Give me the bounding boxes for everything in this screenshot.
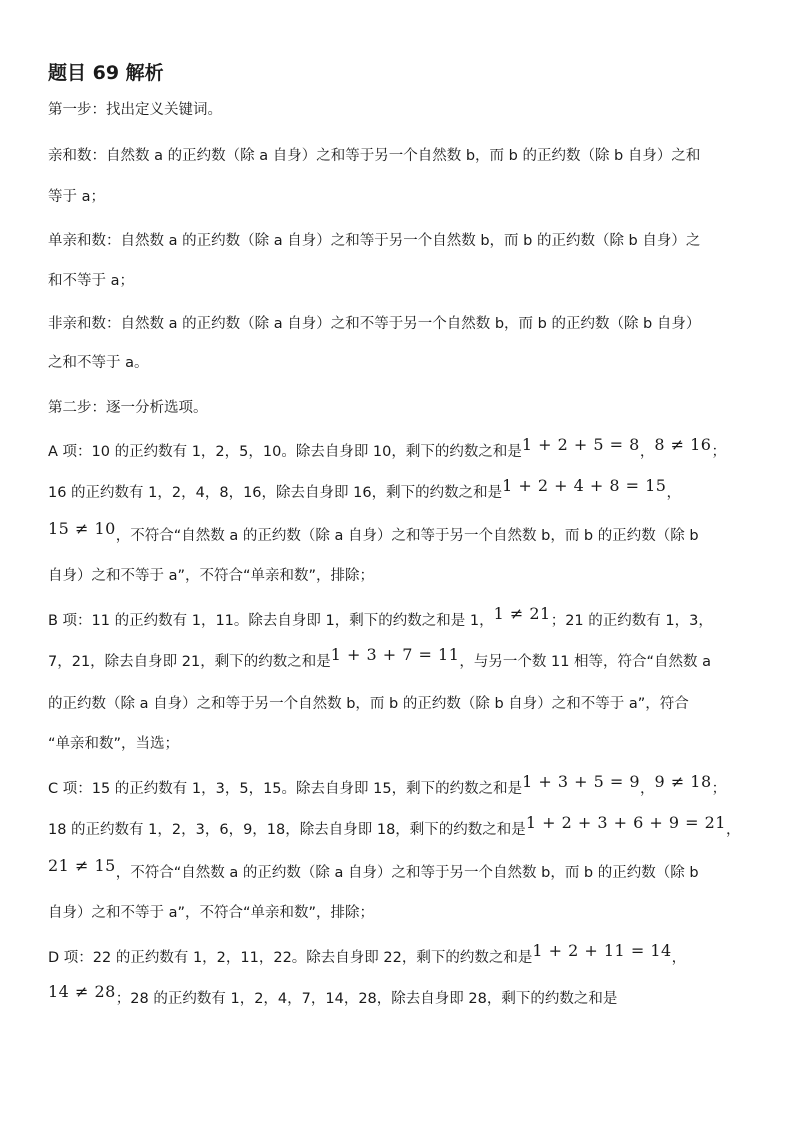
option-b-line4: “单亲和数”，当选； — [48, 736, 180, 752]
option-d-formula-neq: 14 ≠ 28 — [48, 982, 116, 1001]
option-d-end: ， — [671, 950, 687, 966]
def-single-amicable-line1: 单亲和数：自然数 a 的正约数（除 a 自身）之和等于另一个自然数 b，而 b 的正约数（除 b 自身）之 — [48, 233, 701, 249]
option-c-end2: ， — [725, 822, 741, 838]
def-amicable-line2: 等于 a； — [48, 189, 105, 205]
option-c-formula-sum: 1 + 3 + 5 = 9 — [522, 772, 641, 791]
option-d-text: D 项：22 的正约数有 1，2，11，22。除去自身即 22，剩下的约数之和是 — [48, 950, 533, 966]
option-a-formula-neq2: 15 ≠ 10 — [48, 519, 116, 538]
option-a-end: ； — [711, 444, 726, 460]
option-b-text: B 项：11 的正约数有 1，11。除去自身即 1，剩下的约数之和是 1， — [48, 613, 494, 629]
option-a-text: A 项：10 的正约数有 1，2，5，10。除去自身即 10，剩下的约数之和是 — [48, 444, 522, 460]
option-a-line3 — [48, 519, 699, 546]
option-a-line1 — [48, 435, 726, 462]
option-c-text2: 18 的正约数有 1，2，3，6，9，18，除去自身即 18，剩下的约数之和是 — [48, 822, 526, 838]
option-c-formula-neq2: 21 ≠ 15 — [48, 856, 116, 875]
option-b-text2: 7，21，除去自身即 21，剩下的约数之和是 — [48, 654, 331, 670]
option-c-text3: ，不符合“自然数 a 的正约数（除 a 自身）之和等于另一个自然数 b，而 b 的正约数（除 b — [115, 865, 699, 881]
option-b-end2: ，与另一个数 11 相等，符合“自然数 a — [459, 654, 712, 670]
def-non-amicable-line1: 非亲和数：自然数 a 的正约数（除 a 自身）之和不等于另一个自然数 b，而 b 的正约数（除 b 自身） — [48, 316, 701, 332]
option-a-formula-neq: 8 ≠ 16 — [654, 435, 712, 454]
step2-heading: 第二步：逐一分析选项。 — [48, 400, 208, 416]
option-b-line3: 的正约数（除 a 自身）之和等于另一个自然数 b，而 b 的正约数（除 b 自身）之和不等于 a”，符合 — [48, 696, 689, 712]
page-title: 题目 69 解析 — [48, 62, 164, 84]
option-a-line2 — [48, 476, 681, 503]
option-a-text3: ，不符合“自然数 a 的正约数（除 a 自身）之和等于另一个自然数 b，而 b 的正约数（除 b — [115, 528, 699, 544]
option-a-end2: ， — [666, 485, 681, 501]
option-c-sep: ， — [640, 781, 655, 797]
def-amicable-line1: 亲和数：自然数 a 的正约数（除 a 自身）之和等于另一个自然数 b，而 b 的正约数（除 b 自身）之和 — [48, 148, 701, 164]
option-a-sep: ， — [639, 444, 655, 460]
def-non-amicable-line2: 之和不等于 a。 — [48, 355, 149, 371]
option-c-text: C 项：15 的正约数有 1，3，5，15。除去自身即 15，剩下的约数之和是 — [48, 781, 523, 797]
option-a-formula-sum2: 1 + 2 + 4 + 8 = 15 — [502, 476, 667, 495]
option-d-line1 — [48, 941, 687, 968]
option-c-line3 — [48, 856, 699, 883]
option-a-text2: 16 的正约数有 1，2，4，8，16，除去自身即 16，剩下的约数之和是 — [48, 485, 503, 501]
option-b-line1 — [48, 604, 713, 631]
option-c-line1 — [48, 772, 727, 799]
option-b-end: ；21 的正约数有 1，3， — [550, 613, 713, 629]
option-b-line2 — [48, 645, 712, 672]
option-c-formula-sum2: 1 + 2 + 3 + 6 + 9 = 21 — [525, 813, 726, 832]
option-a-line4: 自身）之和不等于 a”，不符合“单亲和数”，排除； — [48, 568, 375, 584]
option-c-line4: 自身）之和不等于 a”，不符合“单亲和数”，排除； — [48, 905, 375, 921]
option-a-formula-sum: 1 + 2 + 5 = 8 — [521, 435, 640, 454]
option-c-line2 — [48, 813, 741, 840]
def-single-amicable-line2: 和不等于 a； — [48, 273, 134, 289]
option-c-formula-neq: 9 ≠ 18 — [654, 772, 712, 791]
option-b-formula-neq: 1 ≠ 21 — [493, 604, 551, 623]
option-b-formula-sum: 1 + 3 + 7 = 11 — [330, 645, 460, 664]
option-c-end: ； — [711, 781, 727, 797]
option-d-text2: ；28 的正约数有 1，2，4，7，14，28，除去自身即 28，剩下的约数之和是 — [115, 991, 618, 1007]
option-d-formula-sum: 1 + 2 + 11 = 14 — [532, 941, 672, 960]
option-d-line2 — [48, 982, 618, 1009]
step1-heading: 第一步：找出定义关键词。 — [48, 102, 222, 118]
